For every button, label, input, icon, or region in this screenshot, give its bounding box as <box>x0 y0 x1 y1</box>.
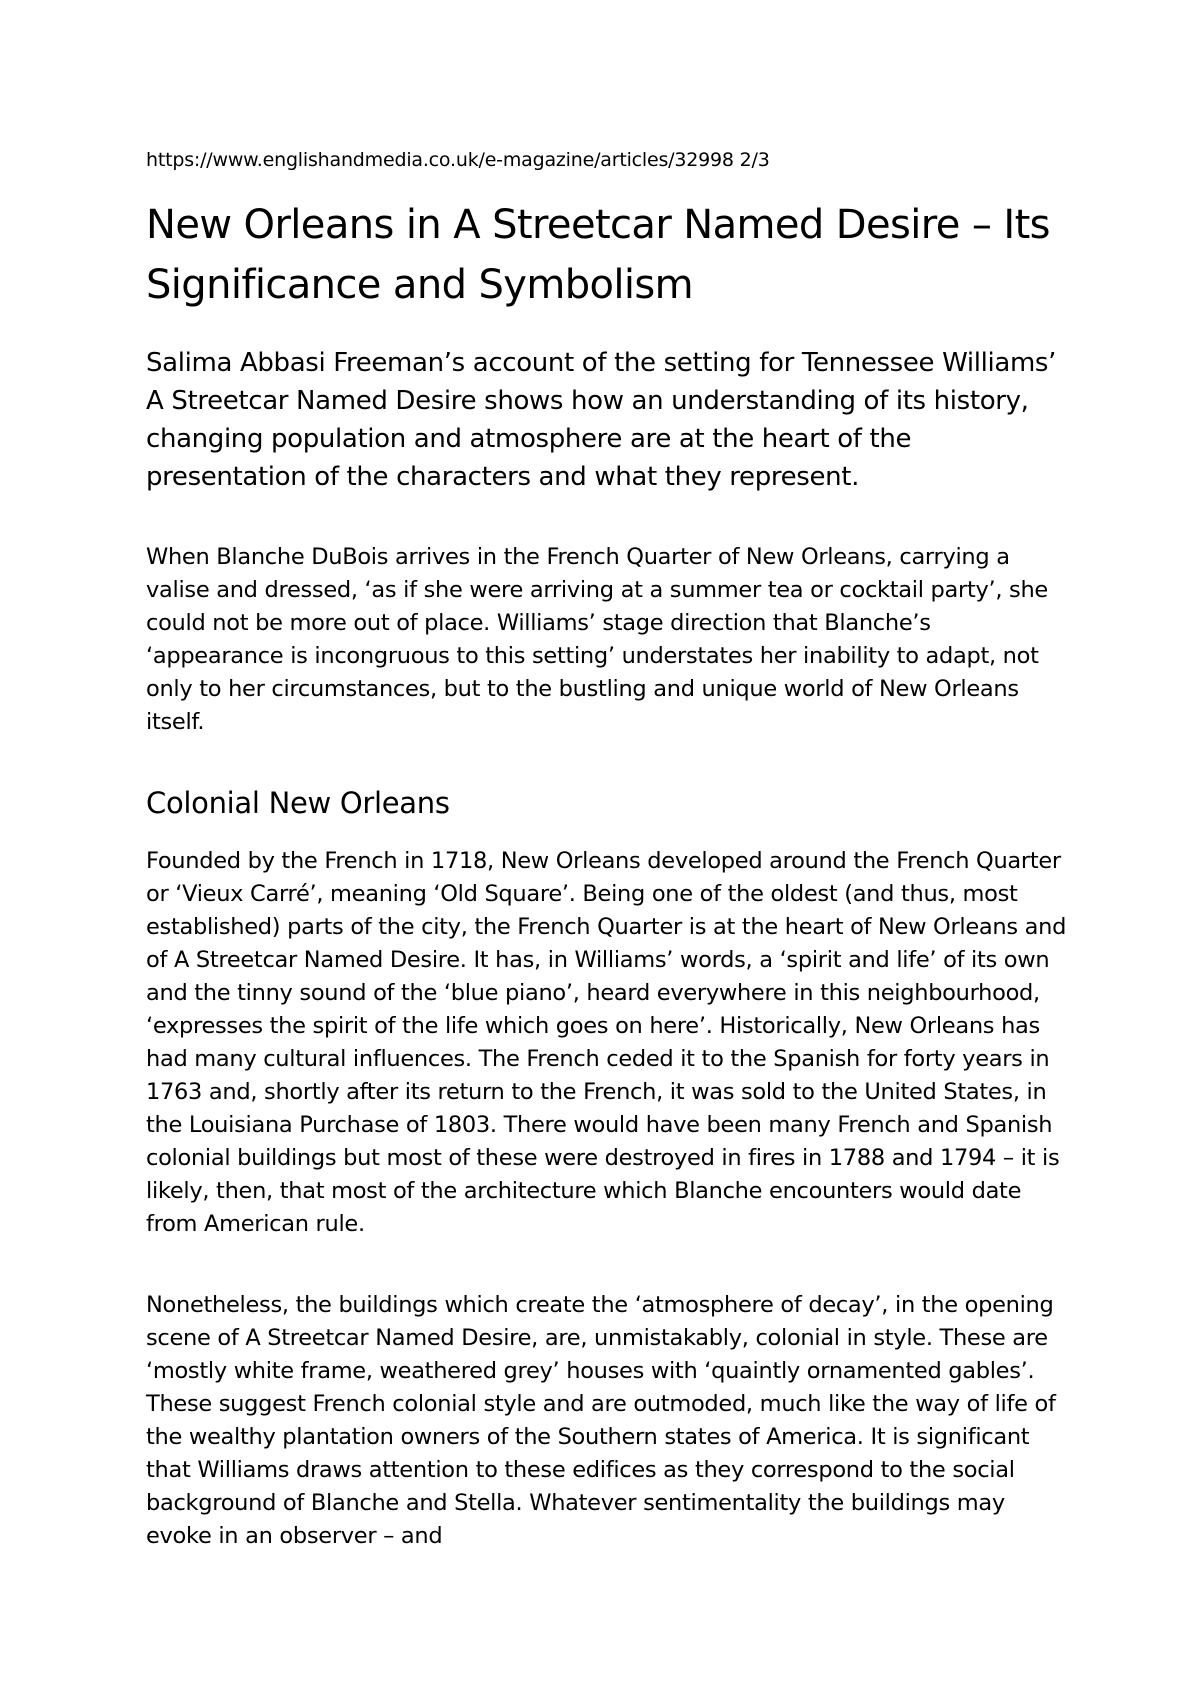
article-title: New Orleans in A Streetcar Named Desire – Its Significance and Symbolism <box>146 202 1050 308</box>
section-heading: Colonial New Orleans <box>146 786 450 820</box>
intro-paragraph: When Blanche DuBois arrives in the French Quarter of New Orleans, carrying a valise and dressed, ‘as if she were arriving at a summer tea or cocktail party’, she could not be more out of place. Williams’ stage direction that Blanche’s ‘appearance is incongruous to this setting’ understates her inability to adapt, not only to her circumstances, but to the bustling and unique world of New Orleans itself. <box>146 544 1048 735</box>
body-paragraph: Founded by the French in 1718, New Orleans developed around the French Quarter or ‘Vieux Carré’, meaning ‘Old Square’. Being one of the oldest (and thus, most established) parts of the city, the French Quarter is at the heart of New Orleans and of A Streetcar Named Desire. It has, in Williams’ words, a ‘spirit and life’ of its own and the tinny sound of the ‘blue piano’, heard everywhere in this neighbourhood, ‘expresses the spirit of the life which goes on here’. Historically, New Orleans has had many cultural influences. The French ceded it to the Spanish for forty years in 1763 and, shortly after its return to the French, it was sold to the United States, in the Louisiana Purchase of 1803. There would have been many French and Spanish colonial buildings but most of these were destroyed in fires in 1788 and 1794 – it is likely, then, that most of the architecture which Blanche encounters would date from American rule. <box>146 848 1067 1237</box>
article-standfirst: Salima Abbasi Freeman’s account of the setting for Tennessee Williams’ A Streetcar Named Desire shows how an understanding of its history, changing population and atmosphere are at the heart of the presentation of the characters and what they represent. <box>146 348 1057 492</box>
body-paragraph: Nonetheless, the buildings which create the ‘atmosphere of decay’, in the opening scene of A Streetcar Named Desire, are, unmistakably, colonial in style. These are ‘mostly white frame, weathered grey’ houses with ‘quaintly ornamented gables’. These suggest French colonial style and are outmoded, much like the way of life of the wealthy plantation owners of the Southern states of America. It is significant that Williams draws attention to these edifices as they correspond to the social background of Blanche and Stella. Whatever sentimentality the buildings may evoke in an observer – and <box>146 1292 1056 1549</box>
page-header-url: https://www.englishandmedia.co.uk/e-magazine/articles/32998 2/3 <box>146 149 770 171</box>
